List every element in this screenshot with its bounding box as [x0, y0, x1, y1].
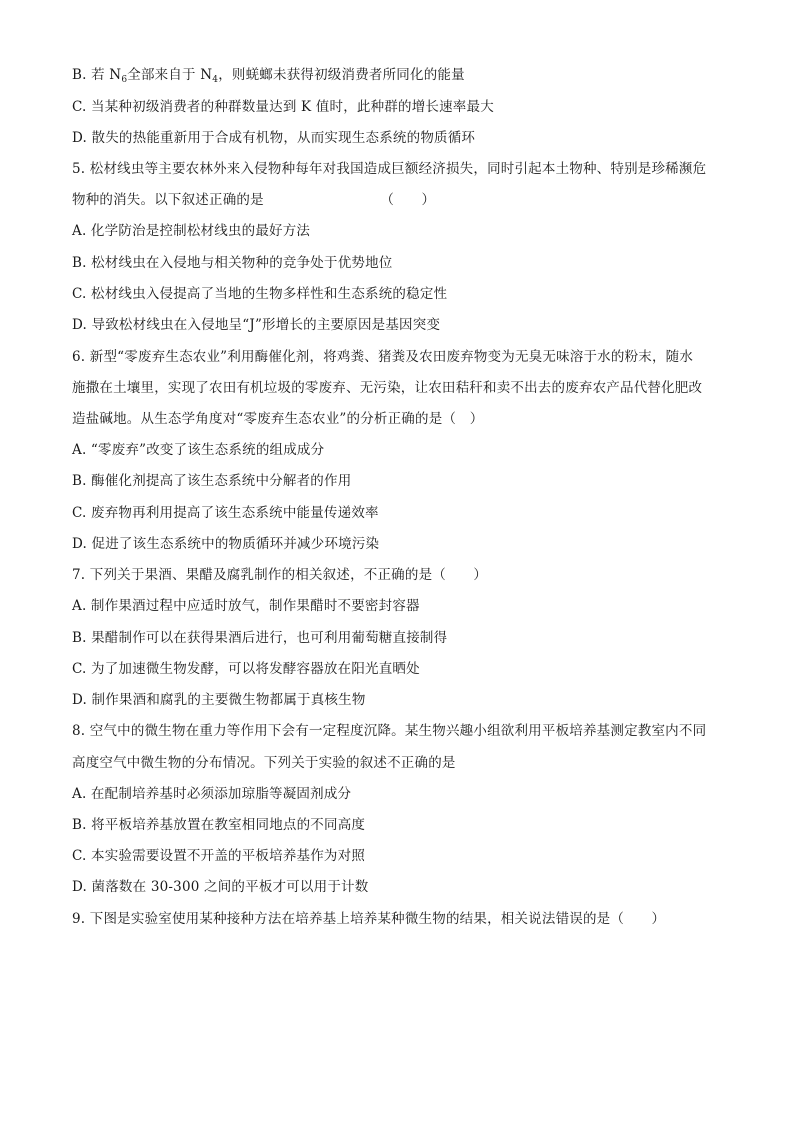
q4-option-c: C. 当某种初级消费者的种群数量达到 K 值时，此种群的增长速率最大	[72, 99, 494, 115]
q6-option-a: A. “零废弃”改变了该生态系统的组成成分	[72, 442, 325, 458]
q6-option-d: D. 促进了该生态系统中的物质循环并减少环境污染	[72, 536, 380, 552]
q4-option-b-sub2: 4	[212, 75, 219, 85]
q7-stem-line-1: 7. 下列关于果酒、果醋及腐乳制作的相关叙述，不正确的是（ ）	[72, 567, 488, 583]
q8-stem-line-2: 高度空气中微生物的分布情况。下列关于实验的叙述不正确的是	[72, 755, 456, 771]
q8-option-b: B. 将平板培养基放置在教室相同地点的不同高度	[72, 817, 366, 833]
q7-option-b: B. 果醋制作可以在获得果酒后进行，也可利用葡萄糖直接制得	[72, 630, 448, 646]
q4-option-b	[72, 65, 465, 90]
q7-option-d: D. 制作果酒和腐乳的主要微生物都属于真核生物	[72, 692, 366, 708]
q5-option-d: D. 导致松材线虫在入侵地呈“J”形增长的主要原因是基因突变	[72, 317, 441, 333]
q6-stem-line-1: 6. 新型“零废弃生态农业”利用酶催化剂，将鸡粪、猪粪及农田废弃物变为无臭无味溶于水的粉末，随水	[72, 349, 694, 365]
q7-option-a: A. 制作果酒过程中应适时放气，制作果醋时不要密封容器	[72, 598, 420, 614]
q9-stem-line-1: 9. 下图是实验室使用某种接种方法在培养基上培养某种微生物的结果，相关说法错误的是（ ）	[72, 911, 666, 927]
q5-option-c: C. 松材线虫入侵提高了当地的生物多样性和生态系统的稳定性	[72, 286, 448, 302]
q8-stem-line-1: 8. 空气中的微生物在重力等作用下会有一定程度沉降。某生物兴趣小组欲利用平板培养基测定教室内不同	[72, 723, 707, 739]
q6-option-c: C. 废弃物再利用提高了该生态系统中能量传递效率	[72, 505, 379, 521]
q8-option-c: C. 本实验需要设置不开盖的平板培养基作为对照	[72, 848, 366, 864]
q4-option-b-sub1: 6	[121, 75, 128, 85]
q4-option-b-suffix: ，则蜣螂未获得初级消费者所同化的能量	[218, 67, 465, 83]
q8-option-d: D. 菌落数在 30-300 之间的平板才可以用于计数	[72, 879, 369, 895]
q4-option-b-prefix: B. 若 N	[72, 67, 122, 83]
q4-option-b-mid: 全部来自于 N	[127, 67, 213, 83]
q6-option-b: B. 酶催化剂提高了该生态系统中分解者的作用	[72, 473, 352, 489]
q6-stem-line-3: 造盐碱地。从生态学角度对“零废弃生态农业”的分析正确的是（ ）	[72, 411, 484, 427]
q4-option-d: D. 散失的热能重新用于合成有机物，从而实现生态系统的物质循环	[72, 130, 476, 146]
q6-stem-line-2: 施撒在土壤里，实现了农田有机垃圾的零废弃、无污染，让农田秸秆和卖不出去的废弃农产品代替化肥改	[72, 380, 703, 396]
q5-stem-line-2: 物种的消失。以下叙述正确的是 （ ）	[72, 192, 436, 208]
q5-stem-line-1: 5. 松材线虫等主要农林外来入侵物种每年对我国造成巨额经济损失，同时引起本土物种、特别是珍稀濒危	[72, 161, 707, 177]
q8-option-a: A. 在配制培养基时必须添加琼脂等凝固剂成分	[72, 786, 352, 802]
q7-option-c: C. 为了加速微生物发酵，可以将发酵容器放在阳光直晒处	[72, 661, 420, 677]
q5-option-a: A. 化学防治是控制松材线虫的最好方法	[72, 223, 311, 239]
q5-option-b: B. 松材线虫在入侵地与相关物种的竞争处于优势地位	[72, 255, 393, 271]
